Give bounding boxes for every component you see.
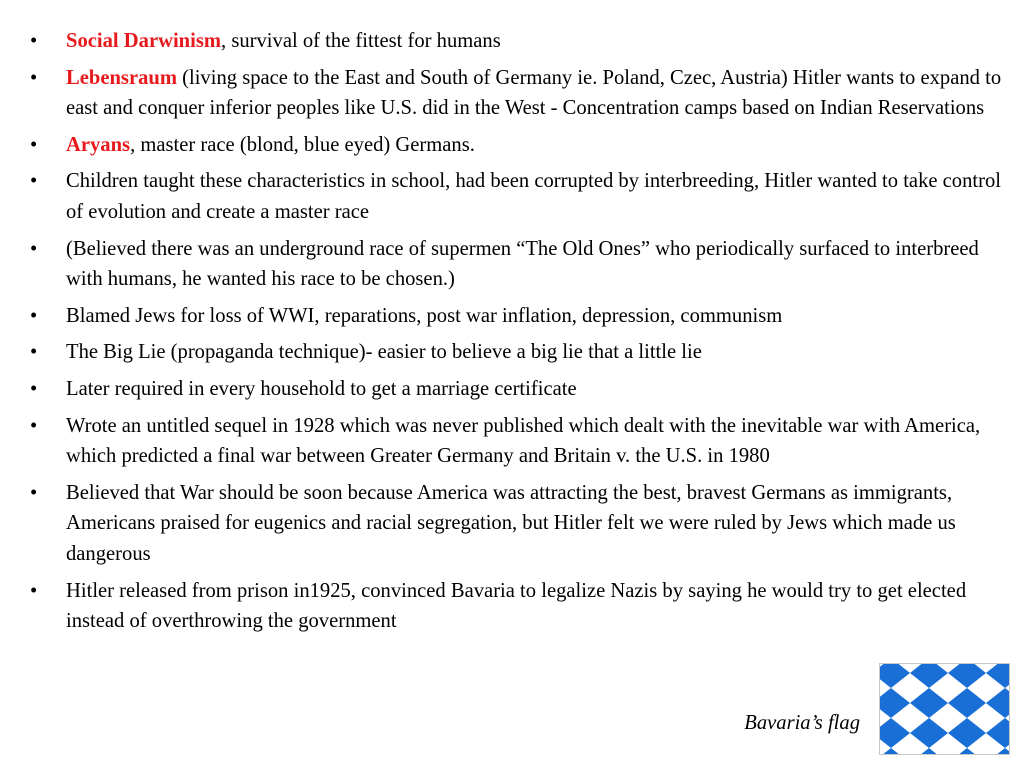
bullet-marker: • bbox=[30, 170, 38, 193]
bullet-highlight: Social Darwinism bbox=[66, 30, 222, 52]
bullet-marker: • bbox=[30, 66, 38, 89]
bullet-item bbox=[28, 301, 1003, 332]
bullet-text: (Believed there was an underground race of supermen “The Old Ones” who periodically surfaced to interbreed with humans, he wanted his race to be chosen.) bbox=[66, 237, 979, 291]
bullet-item bbox=[28, 478, 1003, 570]
bavaria-flag-lozenges bbox=[880, 664, 1009, 754]
bullet-text: Hitler released from prison in1925, convinced Bavaria to legalize Nazis by saying he would try to get elected instead of overthrowing the government bbox=[66, 579, 967, 633]
bullet-highlight: Aryans bbox=[66, 133, 131, 156]
bavaria-flag-image bbox=[879, 663, 1010, 755]
bullet-item bbox=[28, 26, 1003, 57]
bullet-highlight: Lebensraum bbox=[66, 66, 177, 89]
bullet-item bbox=[28, 63, 1003, 124]
bullet-item bbox=[28, 411, 1003, 472]
bullet-text: The Big Lie (propaganda technique)- easier to believe a big lie that a little lie bbox=[66, 341, 702, 364]
bullet-text: , master race (blond, blue eyed) Germans. bbox=[130, 133, 475, 156]
bullet-marker: • bbox=[30, 414, 38, 437]
bullet-item bbox=[28, 337, 1003, 368]
bullet-item bbox=[28, 374, 1003, 405]
bullet-list bbox=[28, 26, 1003, 643]
bullet-item bbox=[28, 130, 1003, 161]
bullet-item bbox=[28, 234, 1003, 295]
bullet-marker: • bbox=[30, 30, 38, 52]
bullet-text: Children taught these characteristics in school, had been corrupted by interbreeding, Hitler wanted to take control of evolution and create a master race bbox=[66, 170, 1001, 223]
bullet-text: Blamed Jews for loss of WWI, reparations, post war inflation, depression, communism bbox=[66, 304, 783, 327]
bullet-text: Wrote an untitled sequel in 1928 which was never published which dealt with the inevitable war with America, which predicted a final war between Greater Germany and Britain v. the U.S. in 1980 bbox=[66, 414, 981, 468]
bullet-marker: • bbox=[30, 304, 38, 327]
bullet-marker: • bbox=[30, 341, 38, 364]
bullet-marker: • bbox=[30, 377, 38, 400]
bullet-marker: • bbox=[30, 133, 38, 156]
bullet-marker: • bbox=[30, 579, 38, 602]
bullet-text: (living space to the East and South of Germany ie. Poland, Czec, Austria) Hitler wants to expand to east and conquer inferior peoples like U.S. did in the West - Concentration camps based on Indian Reservations bbox=[66, 66, 1002, 120]
bullet-marker: • bbox=[30, 237, 38, 260]
bullet-text: , survival of the fittest for humans bbox=[221, 30, 501, 52]
bullet-text: Believed that War should be soon because America was attracting the best, bravest Germans as immigrants, Americans praised for eugenics and racial segregation, but Hitler felt we were ruled by Jews which made us dangerous bbox=[66, 481, 956, 565]
bullet-text: Later required in every household to get a marriage certificate bbox=[66, 377, 577, 400]
flag-caption: Bavaria’s flag bbox=[744, 712, 860, 734]
bullet-marker: • bbox=[30, 481, 38, 504]
bullet-item bbox=[28, 166, 1003, 227]
bullet-item bbox=[28, 576, 1003, 637]
